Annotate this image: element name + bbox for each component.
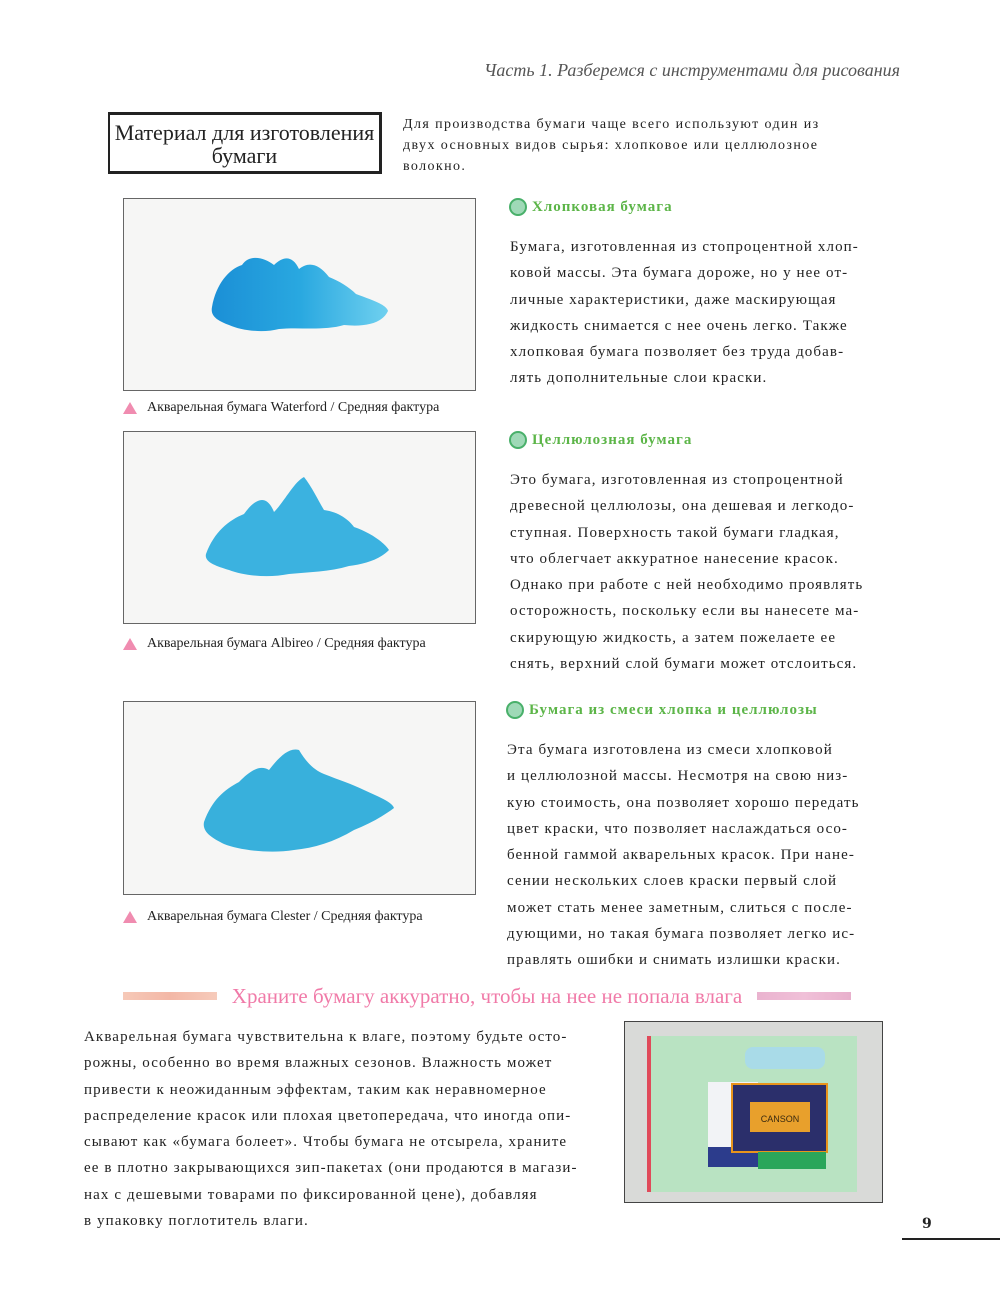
text-line: ее в плотно закрывающихся зип-пакетах (они продаются в магази-: [84, 1160, 578, 1177]
caption-text: Акварельная бумага Waterford / Средняя фактура: [147, 400, 440, 415]
zip-bag-photo: [624, 1021, 883, 1203]
text-line: бенной гаммой акварельных красок. При нане-: [507, 847, 855, 864]
text-line: и целлюлозной массы. Несмотря на свою низ-: [507, 768, 849, 785]
page-number: 9: [922, 1216, 932, 1232]
text-line: может стать менее заметным, слиться с после-: [507, 899, 853, 916]
text-line: сении нескольких слоев краски первый слой: [507, 873, 838, 890]
caption-text: Акварельная бумага Albireo / Средняя фактура: [147, 636, 426, 651]
text-line: Однако при работе с ней необходимо проявлять: [510, 577, 864, 594]
section-title-line: бумаги: [211, 143, 278, 168]
text-line: Бумага, изготовленная из стопроцентной хлоп-: [510, 239, 859, 255]
running-header: Часть 1. Разберемся с инструментами для рисования: [483, 60, 900, 80]
heading-text: Целлюлозная бумага: [532, 431, 693, 448]
text-line: Акварельная бумага чувствительна к влаге, поэтому будьте осто-: [84, 1029, 568, 1045]
paint-blob-image: [124, 702, 475, 894]
intro-line: Для производства бумаги чаще всего используют один из: [403, 117, 820, 132]
triangle-bullet-icon: [123, 402, 137, 414]
text-line: что облегчает аккуратное нанесение красок.: [510, 550, 839, 567]
text-line: личные характеристики, даже маскирующая: [510, 291, 837, 308]
heading-text: Хлопковая бумага: [532, 198, 673, 215]
text-line: привести к неожиданным эффектам, таким как неравномерное: [84, 1081, 547, 1098]
circle-bullet-icon: [509, 431, 527, 449]
text-line: рожны, особенно во время влажных сезонов. Влажность может: [84, 1055, 553, 1072]
text-line: дующими, но такая бумага позволяет легко ис-: [507, 926, 856, 943]
zip-bag-image: [625, 1022, 882, 1202]
section-paragraph-cellulose: [510, 467, 863, 677]
text-line: в упаковку поглотитель влаги.: [84, 1213, 309, 1230]
banner-text: Храните бумагу аккуратно, чтобы на нее не попала влага: [231, 983, 743, 1008]
paint-blob-image: [124, 432, 475, 623]
decorative-bar-right: [757, 992, 851, 1000]
text-line: правлять ошибки и снимать излишки краски.: [507, 952, 842, 969]
text-line: лять дополнительные слои краски.: [510, 370, 768, 387]
text-line: Это бумага, изготовленная из стопроцентной: [510, 472, 844, 488]
text-line: хлопковая бумага позволяет без труда добав-: [510, 344, 845, 361]
text-line: нах с дешевыми товарами по фиксированной цене), добавляя: [84, 1186, 538, 1203]
intro-text: [403, 114, 820, 177]
section-title-box: [108, 112, 382, 174]
text-line: Эта бумага изготовлена из смеси хлопковой: [507, 742, 833, 758]
triangle-bullet-icon: [123, 638, 137, 650]
triangle-bullet-icon: [123, 911, 137, 923]
section-paragraph-mixed: [507, 737, 860, 974]
caption-text: Акварельная бумага Clester / Средняя фактура: [147, 909, 423, 924]
image-caption: [123, 636, 426, 652]
watercolor-sample-albireo: [123, 431, 476, 624]
section-heading-cellulose: [509, 431, 692, 449]
text-line: скирующую жидкость, а затем пожелаете ее: [510, 629, 837, 646]
text-line: древесной целлюлозы, она дешевая и легкодо-: [510, 498, 855, 515]
text-line: жидкость снимается с нее очень легко. Также: [510, 317, 848, 334]
tip-banner: [123, 982, 851, 1010]
page-number-rule: [902, 1238, 1000, 1240]
image-caption: [123, 400, 439, 416]
text-line: снять, верхний слой бумаги может отслоиться.: [510, 656, 858, 673]
text-line: кую стоимость, она позволяет хорошо передать: [507, 794, 860, 811]
text-line: сывают как «бумага болеет». Чтобы бумага не отсырела, храните: [84, 1134, 568, 1151]
bottom-paragraph: [84, 1024, 578, 1234]
text-line: цвет краски, что позволяет наслаждаться осо-: [507, 820, 849, 837]
paint-blob-image: [124, 199, 475, 390]
intro-line: волокно.: [403, 159, 467, 174]
section-title-line: Материал для изготовления: [114, 120, 375, 145]
decorative-bar-left: [123, 992, 217, 1000]
intro-line: двух основных видов сырья: хлопковое или целлюлозное: [403, 138, 819, 153]
watercolor-sample-waterford: [123, 198, 476, 391]
text-line: осторожность, поскольку если вы нанесете ма-: [510, 603, 860, 620]
text-line: распределение красок или плохая цветопередача, что иногда опи-: [84, 1107, 572, 1124]
text-line: ступная. Поверхность такой бумаги гладкая,: [510, 524, 840, 541]
heading-text: Бумага из смеси хлопка и целлюлозы: [529, 701, 818, 718]
watercolor-sample-clester: [123, 701, 476, 895]
section-paragraph-cotton: [510, 234, 859, 392]
section-heading-mixed: [506, 701, 818, 719]
image-caption: [123, 909, 423, 925]
text-line: ковой массы. Эта бумага дороже, но у нее от-: [510, 265, 849, 282]
circle-bullet-icon: [509, 198, 527, 216]
circle-bullet-icon: [506, 701, 524, 719]
section-heading-cotton: [509, 198, 673, 216]
canson-logo: CANSON: [760, 1114, 800, 1124]
